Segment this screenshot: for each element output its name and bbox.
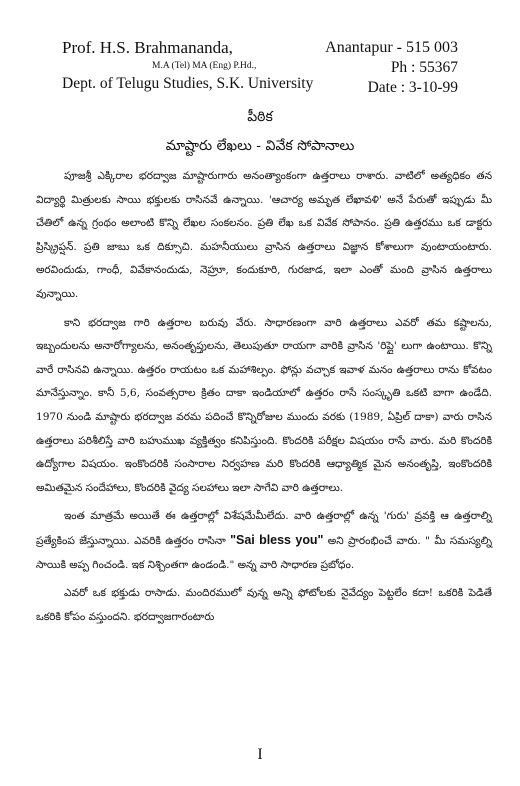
letterhead-right <box>325 38 458 98</box>
paragraph: ఎవరో ఒక భక్తుడు రాసాడు. మందిరములో వున్న అన్ని ఫోటోలకు నైవేద్యం పెట్టలేం కదా! ఒకరికి పెడితే ఒకరికి కోపం వస్తుందని. భరద్వాజగారంటారు <box>36 587 492 623</box>
paragraph: కాని భరద్వాజ గారి ఉత్తరాల బరువు వేరు. సాధారణంగా వారి ఉత్తరాలు ఎవరో తమ కష్టాలను, ఇబ్బందులను అనారోగ్యాలను, అనంతృప్తులను, తెలుపుతూ రాయగా వారికి వ్రాసిన 'రిప్లై' లుగా ఉంటాయి. కొన్ని వారే రాసినవి ఉన్నాయి. ఉత్తరం రాయటం ఒక మహాశిల్పం. ఫోన్లు వచ్చాక ఇవాళ మనం ఉత్తరాలు రాను కోవటం మానేస్తున్నాం. కానీ 5,6, సంవత్సరాల క్రితం దాకా ఇండియాలో ఉత్తరం రాసే సంస్కృతి ఒకటి బాగా ఉండేది. 1970 నుండి మాష్టారు భరద్వాజ వరమ పదించే కొన్నిరోజుల ముందు వరకు (1989, ఏప్రిల్ దాకా) వారు రాసిన ఉత్తరాలు పరిశీలిస్తే వారి బహుముఖ వ్యక్తిత్వం కనిపిస్తుంది. కొందరికి పరీక్షల విషయం రాసే వారు. మరి కొందరికి ఉద్యోగాల విషయం. ఇంకొందరికి సంసారాల నిర్వహణ మరి కొందరికి ఆధ్యాత్మిక మైన అనంతృప్తి, ఇంకొందరికి అమితమైన సందేహాలు, కొందరికి వైద్య సలహాలు ఇలా సాగేవి వారి ఉత్తరాలు. <box>36 316 492 494</box>
phone-number: Ph : 55367 <box>390 59 458 76</box>
author-degrees: M.A (Tel) MA (Eng) P.Hd., <box>152 61 257 71</box>
paragraph <box>36 505 492 577</box>
author-name: Prof. H.S. Brahmananda, <box>62 38 233 57</box>
address-city: Anantapur - 515 003 <box>325 39 458 56</box>
paragraph-text: ఇంత మాత్రమే అయితే ఈ ఉత్తరాల్లో విశేషమేమీలేదు. వారి ఉత్తరాల్లో ఉన్న 'గురు' వ్రవక్తి ఆ ఉత్తరాల్ని ప్రత్యేకింప జేస్తున్నాయి. ఎవరికి ఉత్తరం రాసినా <box>36 510 492 547</box>
letter-date: Date : 3-10-99 <box>367 79 458 96</box>
paragraph-text: అని ప్రారంభించే వారు. " మీ సమస్యల్ని సాయికి అప్ప గించండి. ఇక నిశ్చింతగా ఉండండి." అన్న వారి సాధారణ ప్రబోధం. <box>36 534 492 571</box>
document-body <box>36 165 492 634</box>
letterhead <box>30 0 492 112</box>
preface-title: పీఠిక <box>247 109 273 125</box>
quote-sai-bless-you: "Sai bless you" <box>230 532 324 547</box>
paragraph: పూజశ్రీ ఎక్కిరాల భరద్వాజ మాష్టారుగారు అనంత్యాంకంగా ఉత్తరాలు రాశారు. వాటిలో అత్యధికం తన విద్యార్థి మిత్రులకు సాయి భక్తులకు రాసినవే ఉన్నాయి. 'ఆచార్య అమృత లేఖావళి' అనే పేరుతో ఇప్పుడు మీ చేతిలో ఉన్న గ్రంథం అలాంటి కొన్ని లేఖల సంకలనం. ప్రతి లేఖ ఒక వివేక సోపానం. ప్రతి ఉత్తరము ఒక డాక్టరు ప్రిస్క్రిప్షన్. ప్రతి జాబు ఒక దిక్సూచి. మహనీయులు వ్రాసిన ఉత్తరాలు విజ్ఞాన కోశాలుగా వుంటాయంటారు. అరవిందుడు, గాంధీ, వివేకానందుడు, నెహ్రూ, కందుకూరి, గురజాడ, ఇలా ఎంతో మంది వ్రాసిన ఉత్తరాలు వున్నాయి. <box>36 170 492 300</box>
main-title: మాష్టారు లేఖలు - వివేక సోపానాలు <box>165 138 355 154</box>
page-number: I <box>257 746 263 763</box>
letterhead-left <box>62 38 362 94</box>
author-department: Dept. of Telugu Studies, S.K. University <box>62 75 314 92</box>
